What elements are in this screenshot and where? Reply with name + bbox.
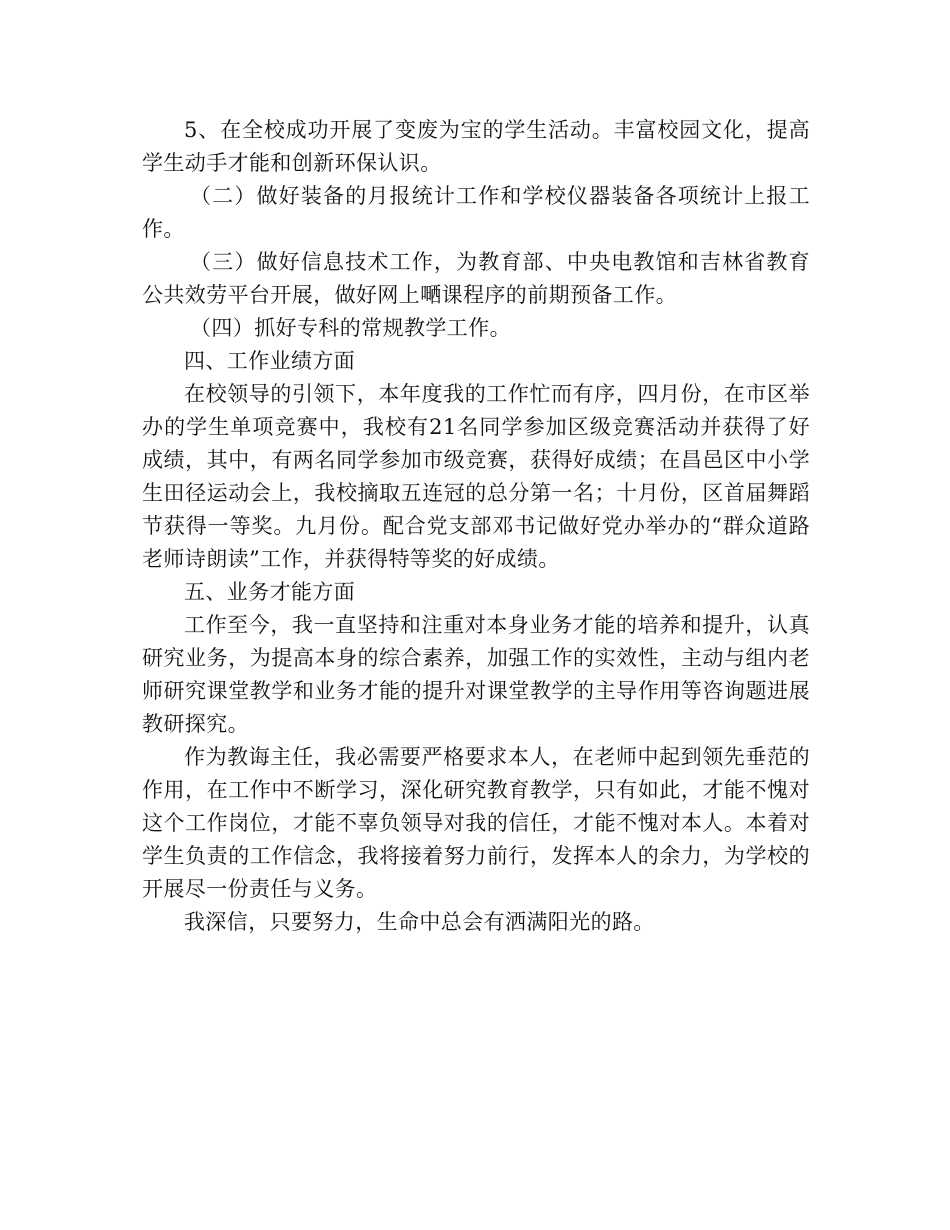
section-heading-professional-ability: 五、业务才能方面 [184, 580, 356, 604]
paragraph-routine-teaching: （四）抓好专科的常规教学工作。 [190, 316, 511, 340]
section-heading-work-achievements: 四、工作业绩方面 [184, 349, 356, 373]
paragraph-activity-5: 5、在全校成功开展了变废为宝的学生活动。丰富校园文化，提高学生动手才能和创新环保认识。 [142, 118, 810, 175]
paragraph-equipment-statistics: （二）做好装备的月报统计工作和学校仪器装备各项统计上报工作。 [142, 184, 810, 241]
paragraph-role-responsibility: 作为教诲主任，我必需要严格要求本人，在老师中起到领先垂范的作用，在工作中不断学习，深化研究教育教学，只有如此，才能不愧对这个工作岗位，才能不辜负领导对我的信任，才能不愧对本人。本着对学生负责的工作信念，我将接着努力前行，发挥本人的余力，为学校的开展尽一份责任与义务。 [142, 745, 810, 901]
paragraph-information-technology: （三）做好信息技术工作，为教育部、中央电教馆和吉林省教育公共效劳平台开展，做好网上嗮课程序的前期预备工作。 [142, 250, 810, 307]
paragraph-closing: 我深信，只要努力，生命中总会有洒满阳光的路。 [184, 910, 655, 934]
document-body [142, 114, 810, 939]
paragraph-work-achievements: 在校领导的引领下，本年度我的工作忙而有序，四月份，在市区举办的学生单项竞赛中，我校有21名同学参加区级竞赛活动并获得了好成绩，其中，有两名同学参加市级竞赛，获得好成绩；在昌邑区中小学生田径运动会上，我校摘取五连冠的总分第一名；十月份，区首届舞蹈节获得一等奖。九月份。配合党支部邓书记做好党办举办的“群众道路老师诗朗读”工作，并获得特等奖的好成绩。 [142, 382, 810, 571]
paragraph-professional-ability: 工作至今，我一直坚持和注重对本身业务才能的培养和提升，认真研究业务，为提高本身的综合素养，加强工作的实效性，主动与组内老师研究课堂教学和业务才能的提升对课堂教学的主导作用等咨询题进展教研探究。 [142, 613, 810, 736]
